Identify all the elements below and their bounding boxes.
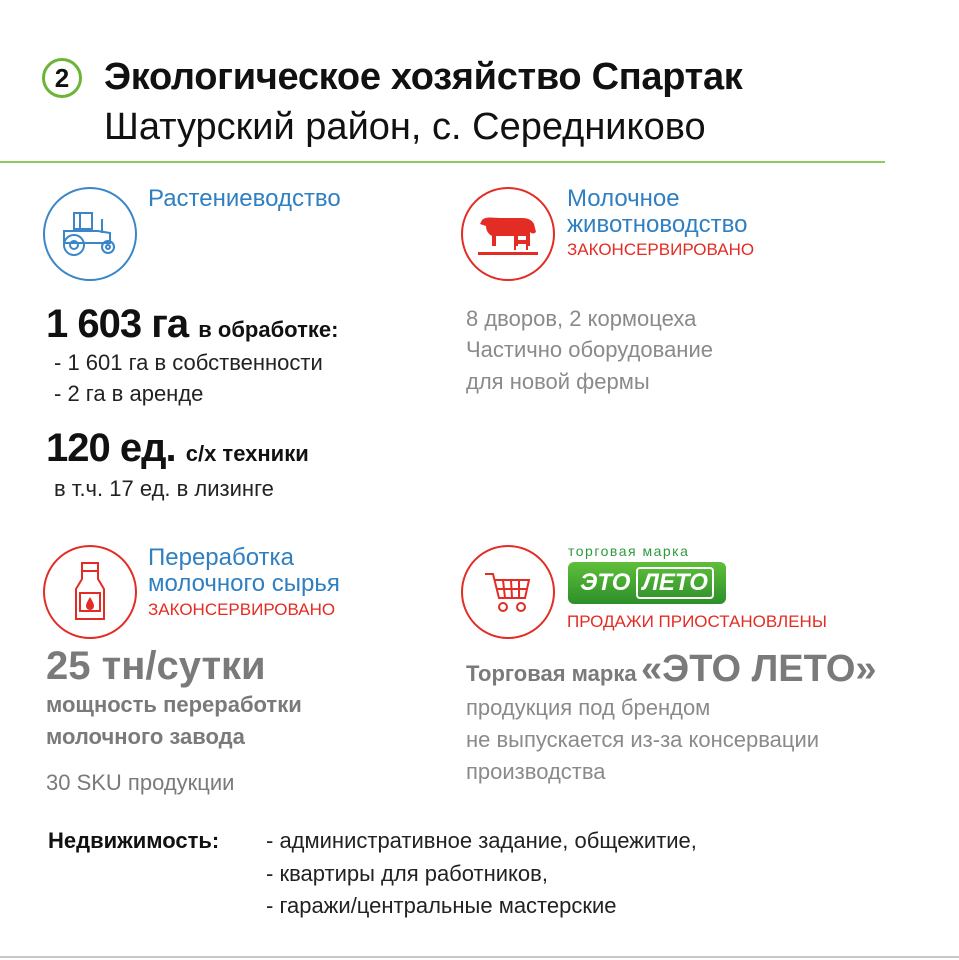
crop-heading: Растениеводство xyxy=(148,185,341,212)
crop-area xyxy=(46,302,338,347)
page-title: Экологическое хозяйство Спартак xyxy=(104,56,743,98)
crop-area-suffix: в обработке: xyxy=(198,317,339,342)
brand-tm-name: «ЭТО ЛЕТО» xyxy=(641,648,877,690)
brand-logo xyxy=(568,562,726,604)
machinery-value: 120 ед. xyxy=(46,426,176,470)
processing-heading-line2: молочного сырья xyxy=(148,570,340,597)
machinery-suffix: с/х техники xyxy=(185,441,309,466)
brand-line3: производства xyxy=(466,759,606,784)
bottom-divider xyxy=(0,956,959,958)
processing-desc-line2: молочного завода xyxy=(46,724,245,749)
real-estate-item: - квартиры для работников, xyxy=(266,861,548,886)
section-number-badge: 2 xyxy=(42,58,82,98)
brand-logo-word2: ЛЕТО xyxy=(636,567,714,599)
shopping-cart-icon xyxy=(461,545,555,639)
processing-desc-line1: мощность переработки xyxy=(46,692,302,717)
page-subtitle: Шатурский район, с. Середниково xyxy=(104,106,706,148)
dairy-heading-line2: животноводство xyxy=(567,211,748,238)
dairy-status: ЗАКОНСЕРВИРОВАНО xyxy=(567,240,755,259)
brand-trademark-line xyxy=(466,648,877,691)
dairy-line2: Частично оборудование xyxy=(466,337,713,362)
crop-area-value: 1 603 га xyxy=(46,302,189,346)
brand-status: ПРОДАЖИ ПРИОСТАНОВЛЕНЫ xyxy=(567,612,827,631)
header-divider xyxy=(0,161,885,163)
real-estate-item: - административное задание, общежитие, xyxy=(266,828,697,853)
brand-logo-word1: ЭТО xyxy=(580,569,631,596)
brand-label-top: торговая марка xyxy=(568,543,690,559)
brand-line2: не выпускается из-за консервации xyxy=(466,727,820,752)
processing-status: ЗАКОНСЕРВИРОВАНО xyxy=(148,600,336,619)
real-estate-item: - гаражи/центральные мастерские xyxy=(266,893,617,918)
brand-line1: продукция под брендом xyxy=(466,695,711,720)
crop-own: - 1 601 га в собственности xyxy=(54,350,323,375)
brand-tm-prefix: Торговая марка xyxy=(466,661,637,686)
milk-bottle-icon xyxy=(43,545,137,639)
crop-rent: - 2 га в аренде xyxy=(54,381,204,406)
tractor-icon xyxy=(43,187,137,281)
processing-heading-line1: Переработка xyxy=(148,544,294,571)
machinery-leasing: в т.ч. 17 ед. в лизинге xyxy=(54,476,274,501)
real-estate-label: Недвижимость: xyxy=(48,828,220,853)
processing-sku: 30 SKU продукции xyxy=(46,770,235,795)
processing-capacity: 25 тн/сутки xyxy=(46,644,266,688)
dairy-line1: 8 дворов, 2 кормоцеха xyxy=(466,306,697,331)
dairy-heading-line1: Молочное xyxy=(567,185,680,212)
machinery xyxy=(46,426,309,471)
cow-icon xyxy=(461,187,555,281)
dairy-line3: для новой фермы xyxy=(466,369,650,394)
